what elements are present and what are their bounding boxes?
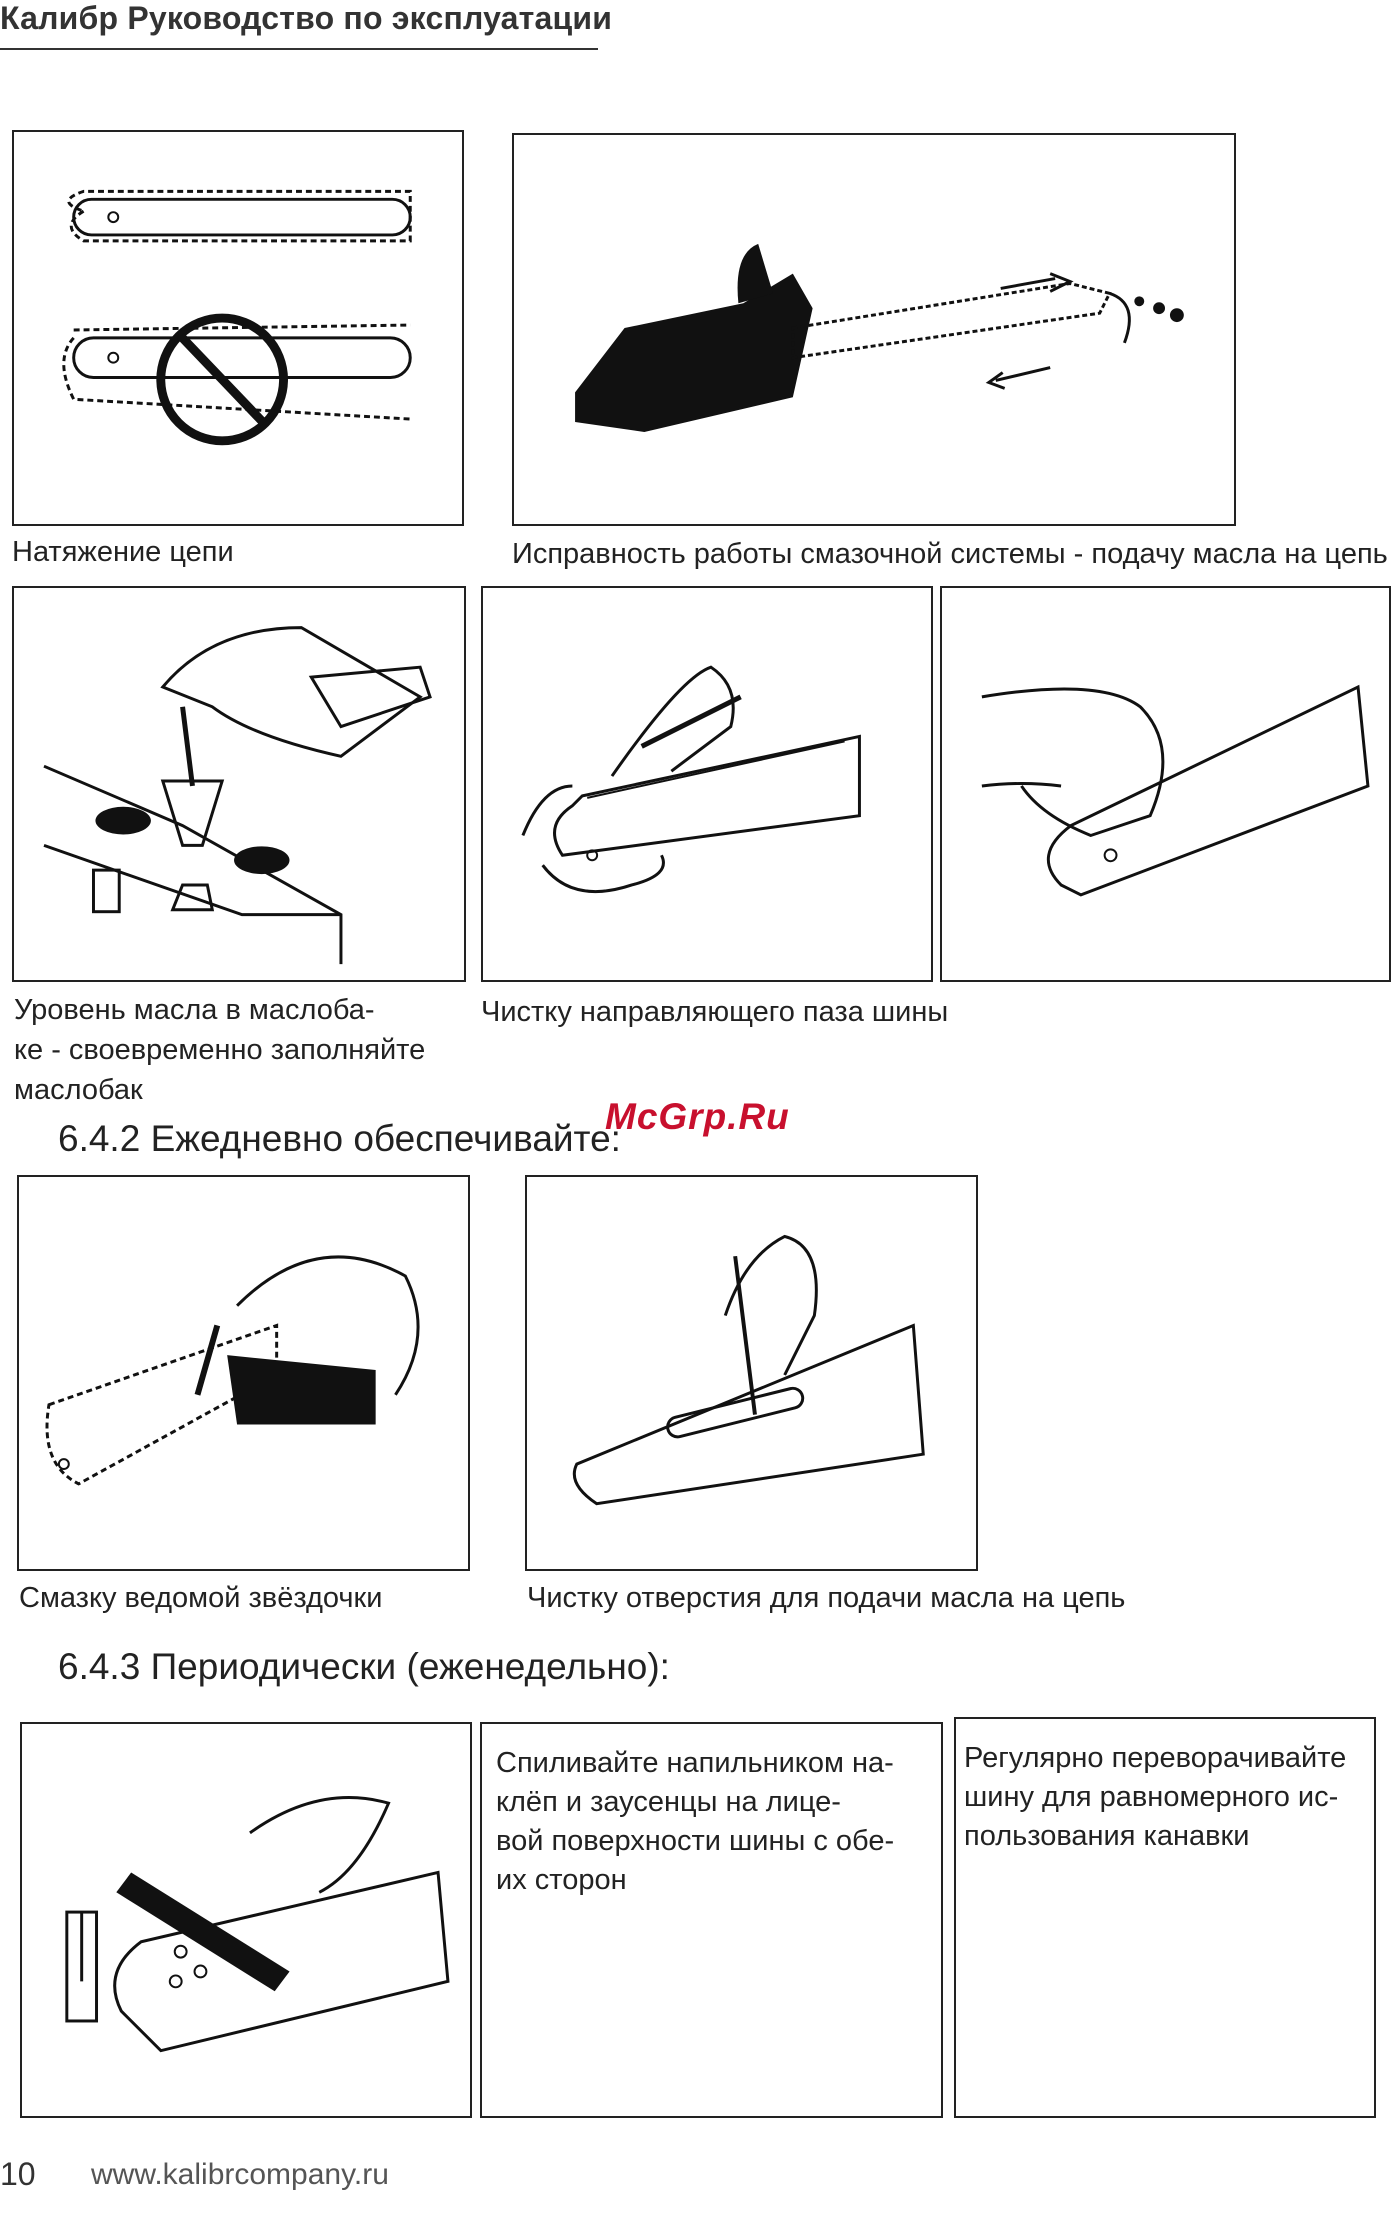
caption-sprocket-greasing: Смазку ведомой звёздочки	[19, 1582, 383, 1614]
caption-oil-level-line-2: ке - своевременно заполняйте	[14, 1034, 426, 1066]
watermark: McGrp.Ru	[605, 1096, 790, 1137]
caption-lubrication-system: Исправность работы смазочной системы - подачу масла на цепь	[512, 538, 1388, 570]
text-box-filing	[480, 1722, 943, 2118]
chain-tension-illustration	[12, 130, 464, 526]
filing-line-1: Спиливайте напильником на-	[496, 1747, 894, 1779]
document-header-title: Калибр Руководство по эксплуатации	[0, 0, 613, 36]
text-box-flip-bar	[954, 1717, 1376, 2118]
caption-groove-cleaning: Чистку направляющего паза шины	[481, 996, 949, 1028]
caption-oil-level	[14, 990, 425, 1110]
oil-tank-filling-illustration	[12, 586, 466, 982]
section-title-daily: 6.4.2 Ежедневно обеспечивайте:	[58, 1118, 621, 1159]
flip-line-1: Регулярно переворачивайте	[964, 1742, 1347, 1774]
flip-line-3: пользования канавки	[964, 1820, 1250, 1852]
filing-instruction-text	[496, 1744, 894, 1900]
section-title-weekly: 6.4.3 Периодически (еженедельно):	[58, 1646, 670, 1687]
caption-oil-level-line-3: маслобак	[14, 1074, 143, 1106]
website-link[interactable]: www.kalibrcompany.ru	[91, 2158, 389, 2191]
guide-groove-cleaning-illustration	[481, 586, 933, 982]
caption-chain-tension: Натяжение цепи	[12, 536, 234, 568]
burr-filing-illustration	[20, 1722, 472, 2118]
bar-wiping-illustration	[940, 586, 1391, 982]
caption-oil-level-line-1: Уровень масла в маслоба-	[14, 994, 375, 1026]
header-underline	[0, 48, 598, 50]
caption-oil-hole-cleaning: Чистку отверстия для подачи масла на цепь	[527, 1582, 1126, 1614]
filing-line-3: вой поверхности шины с обе-	[496, 1825, 895, 1857]
filing-line-2: клёп и заусенцы на лице-	[496, 1786, 841, 1818]
lubrication-check-illustration	[512, 133, 1236, 526]
flip-bar-instruction-text	[964, 1739, 1346, 1856]
page-number: 10	[0, 2156, 36, 2192]
oil-hole-cleaning-illustration	[525, 1175, 978, 1571]
filing-line-4: их сторон	[496, 1864, 627, 1896]
sprocket-greasing-illustration	[17, 1175, 470, 1571]
flip-line-2: шину для равномерного ис-	[964, 1781, 1339, 1813]
